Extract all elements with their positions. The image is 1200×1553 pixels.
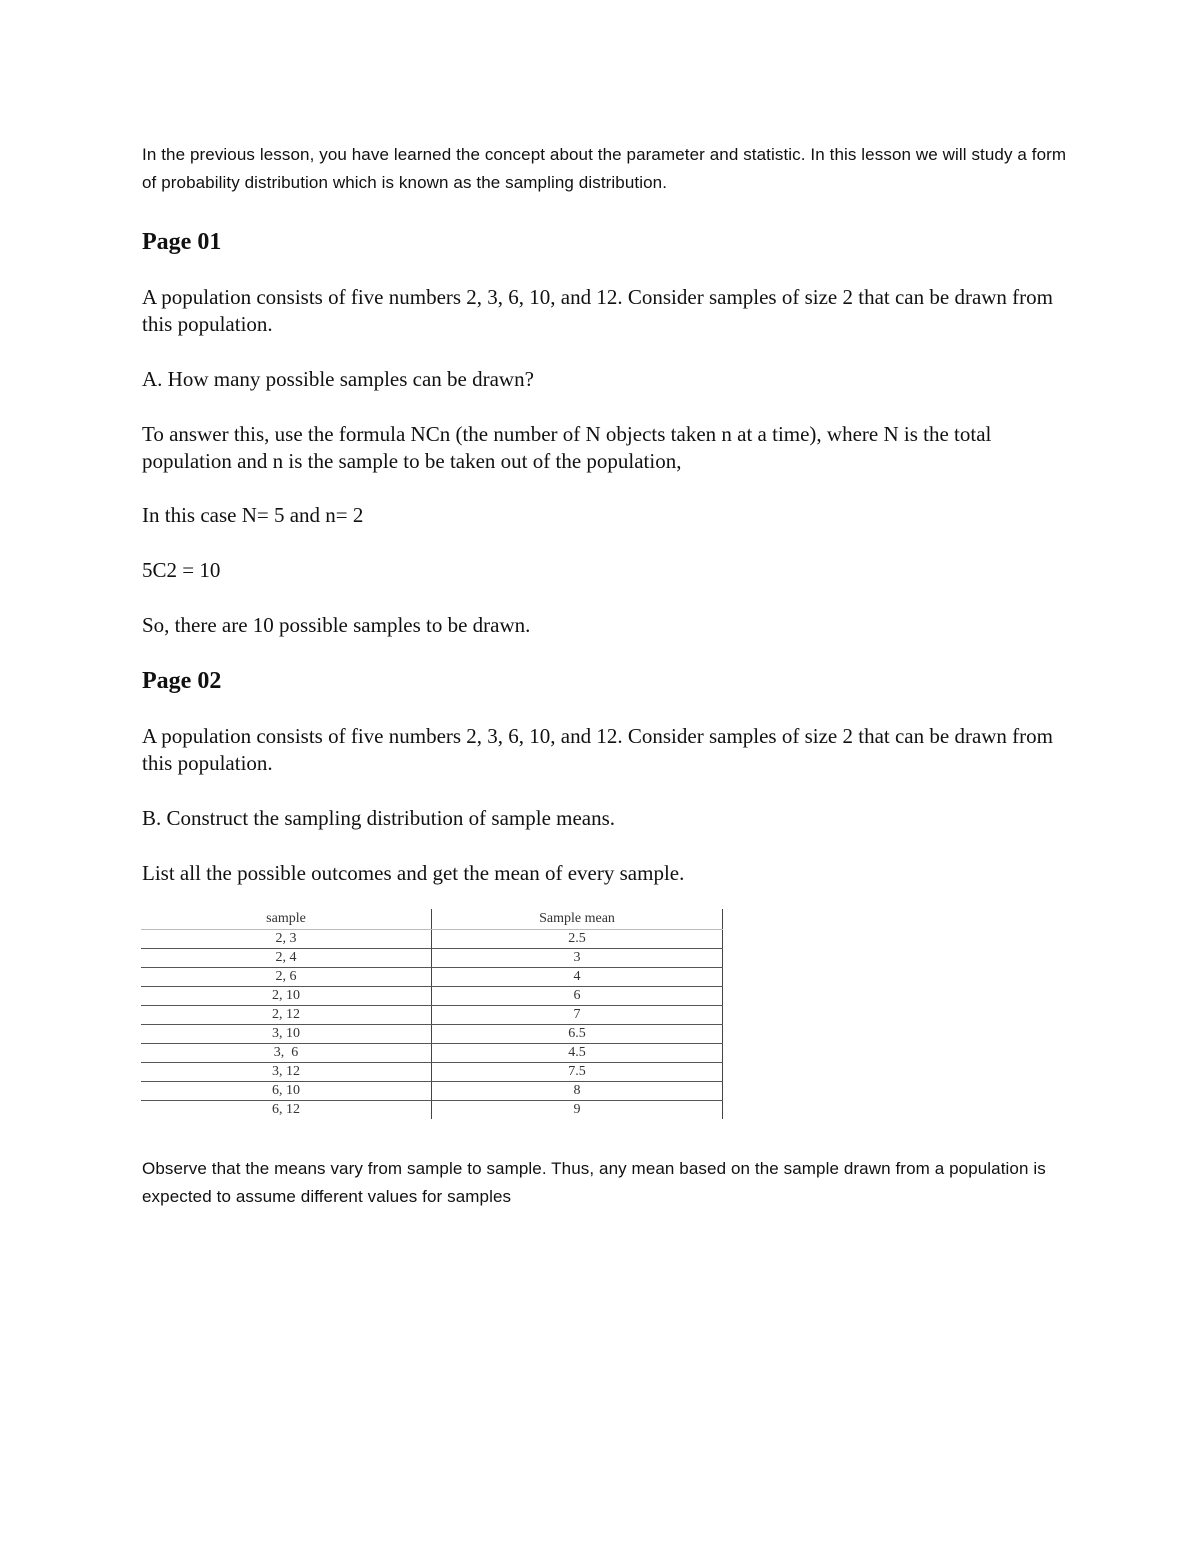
table-row: [141, 1082, 723, 1101]
sample-cell: 3, 12: [141, 1063, 432, 1082]
table-row: [141, 1025, 723, 1044]
sample-mean-cell: 7.5: [432, 1063, 723, 1082]
observation-paragraph: Observe that the means vary from sample to sample. Thus, any mean based on the sample drawn from a population is expected to assume different values for samples: [142, 1159, 1046, 1206]
sample-cell: 2, 10: [141, 987, 432, 1006]
table-row: [141, 1006, 723, 1025]
table-header-sample: sample: [141, 909, 432, 930]
sample-mean-cell: 4: [432, 968, 723, 987]
sample-cell: 3, 10: [141, 1025, 432, 1044]
table-row: [141, 1101, 723, 1120]
sample-cell: 2, 4: [141, 949, 432, 968]
sample-cell: 2, 12: [141, 1006, 432, 1025]
page-01-question: A. How many possible samples can be drawn?: [142, 367, 534, 391]
sample-mean-cell: 2.5: [432, 930, 723, 949]
sample-mean-cell: 7: [432, 1006, 723, 1025]
sample-mean-cell: 3: [432, 949, 723, 968]
intro-paragraph: In the previous lesson, you have learned the concept about the parameter and statistic. In this lesson we will study a form of probability distribution which is known as the sampling distribution.: [142, 145, 1067, 192]
sample-cell: 6, 10: [141, 1082, 432, 1101]
sample-mean-cell: 4.5: [432, 1044, 723, 1063]
sample-cell: 3, 6: [141, 1044, 432, 1063]
table-header-sample-mean: Sample mean: [432, 909, 723, 930]
page-01-values: In this case N= 5 and n= 2: [142, 503, 364, 527]
page-01-answer: So, there are 10 possible samples to be drawn.: [142, 613, 531, 637]
page-01-method: To answer this, use the formula NCn (the number of N objects taken n at a time), where N is the total population and n is the sample to be taken out of the population,: [142, 422, 992, 473]
page-01-calculation: 5C2 = 10: [142, 558, 221, 582]
page-01-problem: A population consists of five numbers 2, 3, 6, 10, and 12. Consider samples of size 2 that can be drawn from this population.: [142, 285, 1053, 336]
sample-cell: 6, 12: [141, 1101, 432, 1120]
sample-cell: 2, 3: [141, 930, 432, 949]
sample-cell: 2, 6: [141, 968, 432, 987]
table-row: [141, 930, 723, 949]
table-row: [141, 1063, 723, 1082]
page-02-problem: A population consists of five numbers 2, 3, 6, 10, and 12. Consider samples of size 2 that can be drawn from this population.: [142, 724, 1053, 775]
sampling-distribution-table: [141, 909, 723, 1119]
table-row: [141, 968, 723, 987]
page-02-instruction: List all the possible outcomes and get the mean of every sample.: [142, 861, 685, 885]
sample-mean-cell: 9: [432, 1101, 723, 1120]
sample-mean-cell: 6: [432, 987, 723, 1006]
table-header-row: [141, 909, 723, 930]
sample-mean-cell: 6.5: [432, 1025, 723, 1044]
page-02-question: B. Construct the sampling distribution of sample means.: [142, 806, 616, 830]
table-row: [141, 949, 723, 968]
table-row: [141, 987, 723, 1006]
page-02-heading: Page 02: [142, 668, 222, 694]
table-row: [141, 1044, 723, 1063]
page-01-heading: Page 01: [142, 229, 222, 255]
sample-mean-cell: 8: [432, 1082, 723, 1101]
